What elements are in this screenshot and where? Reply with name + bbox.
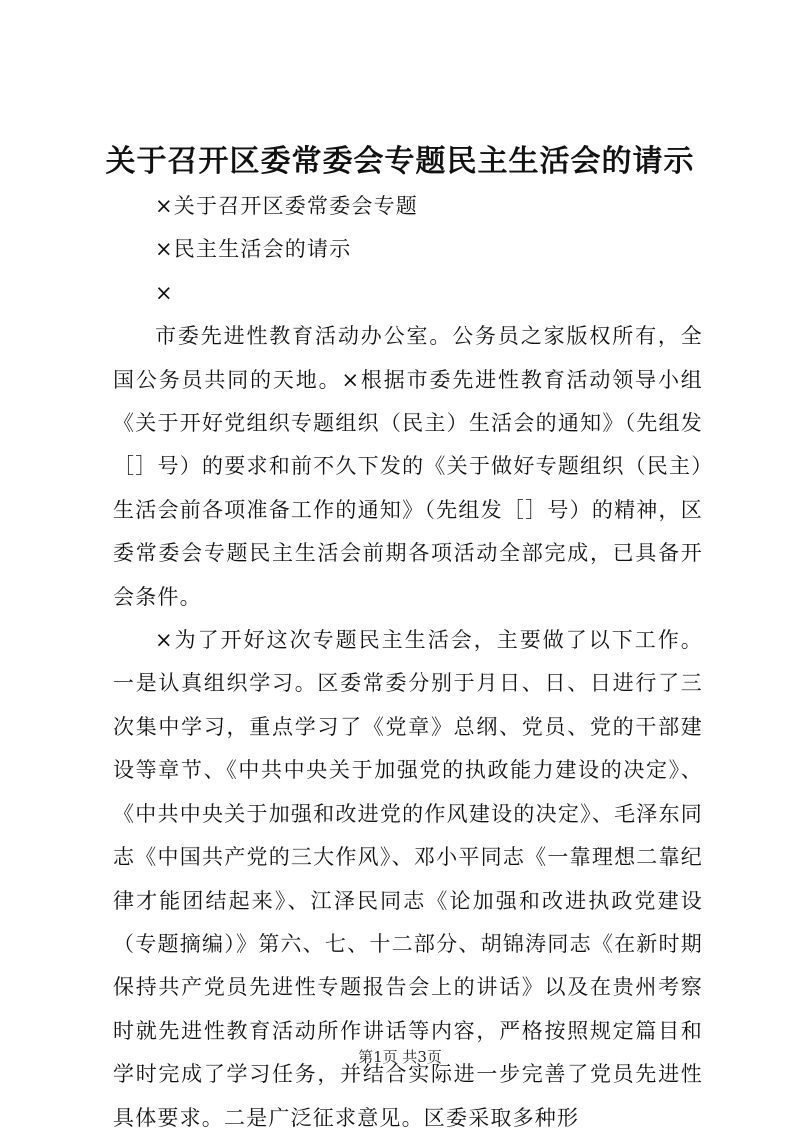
heading-line-1: ×关于召开区委常委会专题	[155, 194, 418, 218]
page-footer: 第1页 共3页	[358, 1048, 442, 1066]
document-body	[113, 185, 703, 1140]
heading-line-2: ×民主生活会的请示	[155, 237, 352, 262]
paragraph-2: ×为了开好这次专题民主生活会，主要做了以下工作。一是认真组织学习。区委常委分别于月日、日、日进行了三次集中学习，重点学习了《党章》总纲、党员、党的干部建设等章节、《中共中央关于加强党的执政能力建设的决定》、《中共中央关于加强和改进党的作风建设的决定》、毛泽东同志《中国共产党的三大作风》、邓小平同志《一靠理想二靠纪律才能团结起来》、江泽民同志《论加强和改进执政党建设（专题摘编）》第六、七、十二部分、胡锦涛同志《在新时期保持共产党员先进性专题报告会上的讲话》以及在贵州考察时就先进性教育活动所作讲话等内容，严格按照规定篇目和学时完成了学习任务，并结合实际进一步完善了党员先进性具体要求。二是广泛征求意见。区委采取多种形	[113, 628, 703, 1130]
heading-line-3: ×	[155, 280, 174, 305]
document-title: 关于召开区委常委会专题民主生活会的请示	[105, 144, 695, 179]
paragraph-1: 市委先进性教育活动办公室。公务员之家版权所有，全国公务员共同的天地。×根据市委先进性教育活动领导小组《关于开好党组织专题组织（民主）生活会的通知》（先组发［］号）的要求和前不久下发的《关于做好专题组织（民主）生活会前各项准备工作的通知》（先组发［］号）的精神，区委常委会专题民主生活会前期各项活动全部完成，已具备开会条件。	[113, 324, 703, 609]
